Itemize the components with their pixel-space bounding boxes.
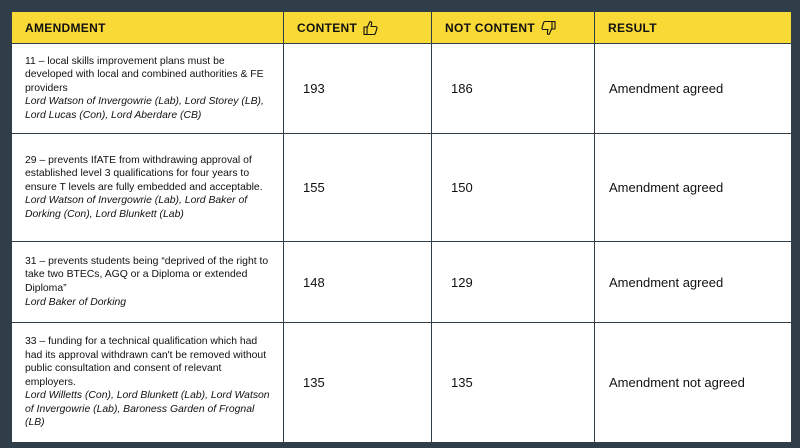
- header-amendment: [12, 12, 284, 44]
- amendment-sponsors: Lord Willetts (Con), Lord Blunkett (Lab), Lord Watson of Invergowrie (Lab), Baroness Garden of Frognal (LB): [25, 390, 270, 429]
- result-cell: Amendment agreed: [595, 134, 792, 242]
- amendment-votes-table: [11, 11, 792, 443]
- amendment-description: 29 – prevents IfATE from withdrawing approval of established level 3 qualifications for four years to ensure T levels are fully embedded and acceptable.: [25, 154, 263, 193]
- header-content-label: CONTENT: [297, 20, 358, 35]
- header-not-content: [432, 12, 595, 44]
- amendment-description: 31 – prevents students being “deprived of the right to take two BTECs, AGQ or a Diploma or extended Diploma”: [25, 255, 269, 294]
- table-row: [12, 242, 792, 323]
- amendment-description: 11 – local skills improvement plans must be developed with local and combined authorities & FE providers: [25, 55, 264, 94]
- table-row: [12, 323, 792, 443]
- content-votes: 155: [284, 134, 432, 242]
- header-not-content-label: NOT CONTENT: [445, 20, 535, 35]
- content-votes: 148: [284, 242, 432, 323]
- not-content-votes: 129: [432, 242, 595, 323]
- table-header-row: [12, 12, 792, 44]
- amendment-sponsors: Lord Watson of Invergowrie (Lab), Lord Storey (LB), Lord Lucas (Con), Lord Aberdare (CB): [25, 96, 264, 121]
- table-row: [12, 134, 792, 242]
- amendment-sponsors: Lord Watson of Invergowrie (Lab), Lord Baker of Dorking (Con), Lord Blunkett (Lab): [25, 195, 248, 220]
- amendment-cell: [12, 242, 284, 323]
- table-row: [12, 44, 792, 134]
- result-cell: Amendment not agreed: [595, 323, 792, 443]
- amendment-cell: [12, 134, 284, 242]
- thumbs-down-icon: [541, 20, 556, 36]
- content-votes: 193: [284, 44, 432, 134]
- amendment-description: 33 – funding for a technical qualification which had had its approval withdrawn can't be removed without public consultation and consent of relevant employers.: [25, 335, 267, 388]
- votes-table-frame: [10, 10, 790, 440]
- amendment-cell: [12, 323, 284, 443]
- result-cell: Amendment agreed: [595, 44, 792, 134]
- header-amendment-label: AMENDMENT: [25, 20, 106, 35]
- not-content-votes: 135: [432, 323, 595, 443]
- amendment-sponsors: Lord Baker of Dorking: [25, 296, 127, 308]
- thumbs-up-icon: [363, 20, 378, 36]
- amendment-cell: [12, 44, 284, 134]
- header-content: [284, 12, 432, 44]
- content-votes: 135: [284, 323, 432, 443]
- not-content-votes: 186: [432, 44, 595, 134]
- header-result-label: RESULT: [608, 20, 657, 35]
- not-content-votes: 150: [432, 134, 595, 242]
- result-cell: Amendment agreed: [595, 242, 792, 323]
- header-result: [595, 12, 792, 44]
